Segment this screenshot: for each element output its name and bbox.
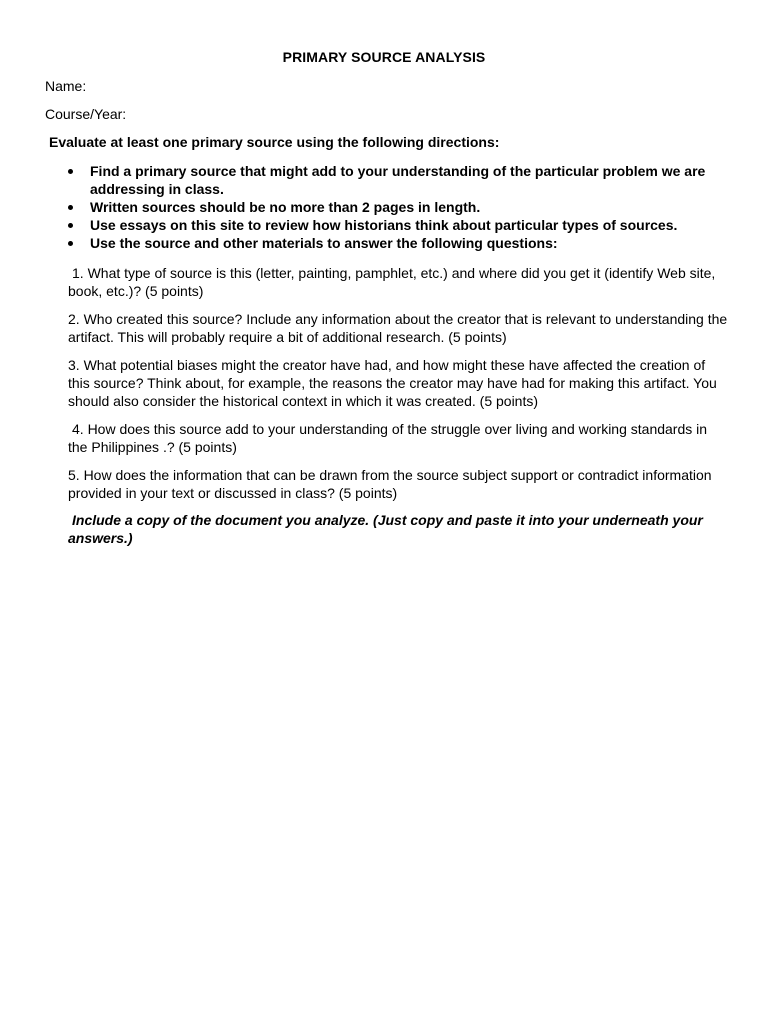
bullet-icon [68,169,73,174]
question-5: 5. How does the information that can be drawn from the source subject support or contradict information provided in your text or discussed in class? (5 points) [68,467,712,501]
bullet-icon [68,223,73,228]
course-year-label: Course/Year: [45,106,127,122]
list-item-text: Use the source and other materials to answer the following questions: [90,235,558,251]
final-instruction: Include a copy of the document you analyze. (Just copy and paste it into your underneath your answers.) [68,512,703,546]
list-item-text: Find a primary source that might add to your understanding of the particular problem we are addressing in class. [90,163,706,197]
list-item-text: Use essays on this site to review how historians think about particular types of sources. [90,217,678,233]
question-2: 2. Who created this source? Include any information about the creator that is relevant to understanding the artifact. This will probably require a bit of additional research. (5 points) [68,311,728,345]
list-item [68,234,728,252]
question-4: 4. How does this source add to your understanding of the struggle over living and working standards in the Philippines .? (5 points) [68,421,708,455]
list-item [68,198,728,216]
question-1: 1. What type of source is this (letter, painting, pamphlet, etc.) and where did you get it (identify Web site, book, etc.)? (5 points) [68,265,716,299]
name-label: Name: [45,78,87,94]
directions-heading: Evaluate at least one primary source using the following directions: [49,134,500,150]
page-title: PRIMARY SOURCE ANALYSIS [282,49,486,65]
directions-list [68,162,728,252]
question-3: 3. What potential biases might the creator have had, and how might these have affected the creation of this source? Think about, for example, the reasons the creator may have had for making this artifact. You should also consider the historical context in which it was created. (5 points) [68,357,717,409]
list-item [68,216,728,234]
list-item [68,162,728,198]
questions-section [68,264,728,512]
bullet-icon [68,205,73,210]
list-item-text: Written sources should be no more than 2 pages in length. [90,199,481,215]
bullet-icon [68,241,73,246]
